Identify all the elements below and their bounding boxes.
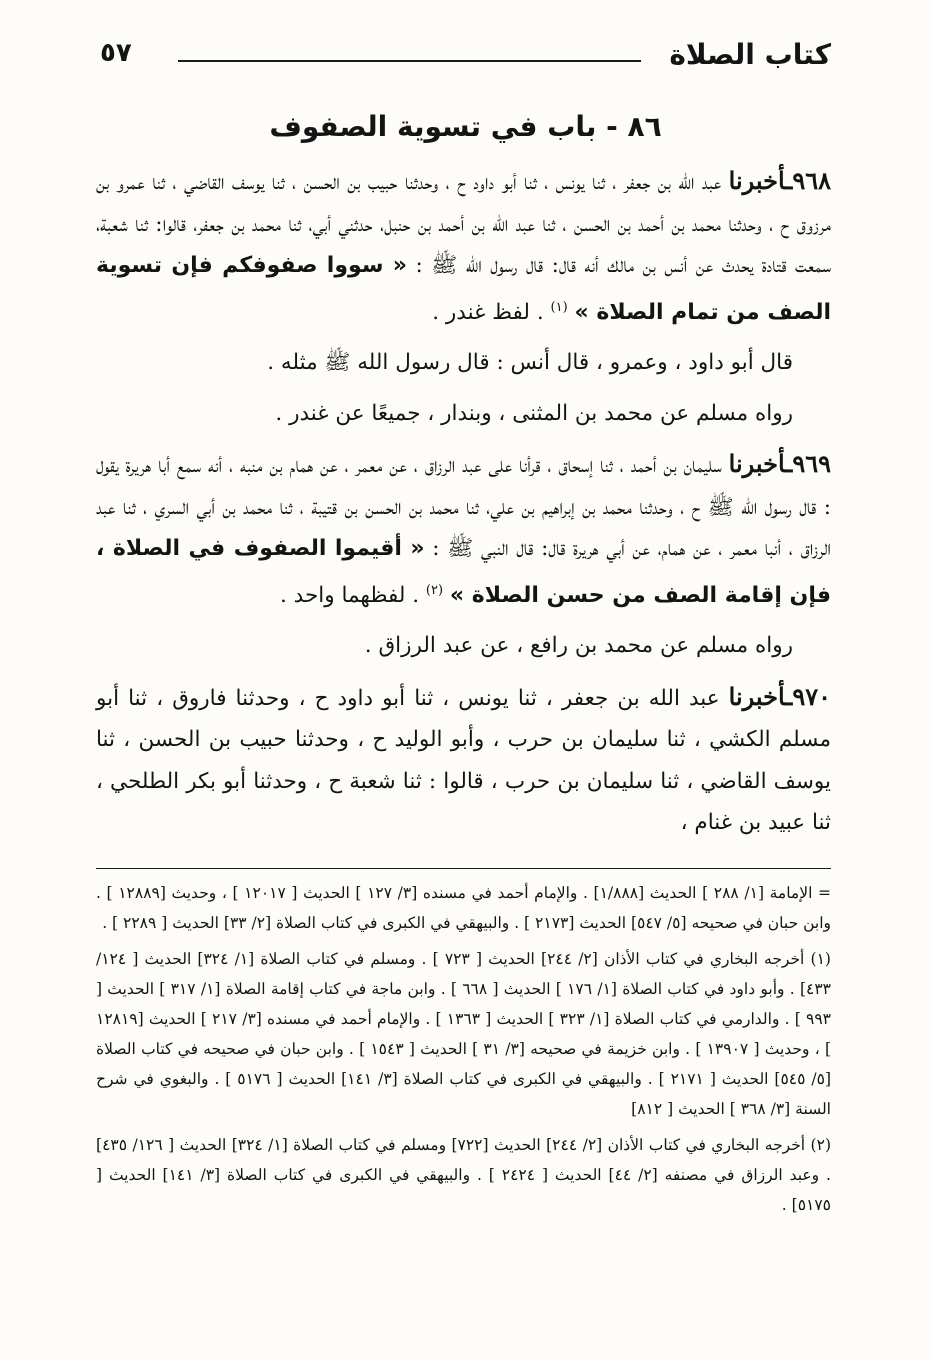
hadith-commentary: رواه مسلم عن محمد بن رافع ، عن عبد الرزاق . — [364, 633, 793, 659]
hadith-isnad: عبد الله بن جعفر ، ثنا يونس ، ثنا أبو داود ح ، وحدثنا فاروق ، ثنا أبو مسلم الكشي ، ثنا سليمان بن حرب ، وأبو الوليد ح ، وحدثنا حبيب بن الحسن ، ثنا يوسف القاضي ، ثنا سليمان بن حرب ، قالوا : ثنا شعبة ح ، وحدثنا أبو بكر الطلحي ، ثنا عبيد بن غنام ، — [96, 685, 831, 836]
page-number: ٥٧ — [100, 38, 132, 68]
footnote-text: أخرجه البخاري في كتاب الأذان [٢/ ٢٤٤] الحديث [ ٧٢٣ ] . ومسلم في كتاب الصلاة [١/ ٣٢٤] الحديث [ ١٢٤/ ٤٣٣] . وأبو داود في كتاب الصلاة [١/ ١٧٦ ] الحديث [ ٦٦٨ ] . وابن ماجة في كتاب إقامة الصلاة [١/ ٣١٧ ] الحديث [ ٩٩٣ ] . والدارمي في كتاب الصلاة [١/ ٣٢٣ ] الحديث [ ١٣٦٣ ] . والإمام أحمد في مسنده [٣/ ٢١٧ ] الحديث [١٢٨١٩ ] ، وحديث [ ١٣٩٠٧ ] . وابن خزيمة في صحيحه [٣/ ٣١ ] الحديث [ ١٥٤٣ ] . وابن حبان في صحيحه في كتاب الصلاة [٥/ ٥٤٥] الحديث [ ٢١٧١ ] . والبيهقي في الكبرى في كتاب الصلاة [٣/ ١٤١] الحديث [ ٥١٧٦ ] . والبغوي في شرح السنة [٣/ ٣٦٨ ] الحديث [ ٨١٢] — [96, 950, 831, 1118]
hadith-isnad: سليمان بن أحمد ، ثنا إسحاق ، قرأنا على عبد الرزاق ، عن معمر ، عن همام بن منبه ، أنه سمع أبا هريرة يقول : قال رسول الله ﷺ ح ، وحدثنا محمد بن إبراهيم بن علي، ثنا محمد بن الحسن بن قتيبة ، ثنا محمد بن أبي السري ، ثنا عبد الرزاق ، أنبا معمر ، عن همام، عن أبي هريرة قال: قال النبي ﷺ : — [96, 453, 831, 562]
footnote-text: أخرجه البخاري في كتاب الأذان [٢/ ٢٤٤] الحديث [٧٢٢] ومسلم في كتاب الصلاة [١/ ٣٢٤] الحديث [ ١٢٦/ ٤٣٥] . وعبد الرزاق في مصنفه [٢/ ٤٤] الحديث [ ٢٤٢٤ ] . والبيهقي في الكبرى في كتاب الصلاة [٣/ ١٤١] الحديث [ ٥١٧٥] . — [96, 1136, 831, 1214]
footnote-continuation: = الإمامة [١/ ٢٨٨ ] الحديث [١/٨٨٨] . والإمام أحمد في مسنده [٣/ ١٢٧ ] الحديث [ ١٢٠١٧ ] ، وحديث [١٢٨٨٩ ] . وابن حبان في صحيحه [٥/ ٥٤٧] الحديث [٢١٧٣ ] . والبيهقي في الكبرى في كتاب الصلاة [٢/ ٣٣] الحديث [ ٢٢٨٩ ] . — [96, 884, 831, 932]
hadith-970 — [96, 676, 831, 844]
hadith-commentary: رواه مسلم عن محمد بن المثنى ، وبندار ، جميعًا عن غندر . — [275, 400, 793, 426]
hadith-969 — [96, 443, 831, 616]
hadith-note: . لفظهما واحد . — [280, 582, 426, 608]
book-title: كتاب الصلاة — [669, 38, 831, 71]
footnote-2 — [96, 1130, 831, 1220]
footnote-mark: (١) — [550, 299, 568, 315]
header-rule — [178, 60, 641, 62]
hadith-968 — [96, 160, 831, 333]
hadith-quote: « سووا صفوفكم فإن تسوية الصف من تمام الصلاة » — [96, 253, 831, 325]
footnotes — [96, 878, 831, 1220]
hadith-note: . لفظ غندر . — [432, 299, 551, 325]
hadith-number: ٩٦٩ — [792, 449, 831, 479]
hadith-lead-word: ـأخبرنا — [728, 681, 793, 711]
hadith-commentary: قال أبو داود ، وعمرو ، قال أنس : قال رسول الله ﷺ مثله . — [267, 350, 793, 376]
running-header — [100, 38, 831, 78]
footnote-mark: (٢) — [425, 582, 444, 598]
hadith-quote: « أقيموا الصفوف في الصلاة ، فإن إقامة الصف من حسن الصلاة » — [96, 536, 831, 608]
footnote-number: (٢) — [810, 1136, 831, 1154]
hadith-number: ٩٧٠ — [792, 681, 831, 711]
hadith-lead-word: ـأخبرنا — [728, 166, 793, 195]
footnote-1 — [96, 944, 831, 1124]
main-text — [96, 160, 831, 844]
hadith-number: ٩٦٨ — [792, 166, 831, 195]
chapter-title: ٨٦ - باب في تسوية الصفوف — [269, 110, 662, 143]
footnote-separator — [96, 868, 831, 869]
hadith-lead-word: ـأخبرنا — [728, 449, 793, 479]
hadith-isnad: عبد الله بن جعفر ، ثنا يونس ، ثنا أبو داود ح ، وحدثنا حبيب بن الحسن ، ثنا يوسف القاضي ، ثنا عمرو بن مرزوق ح ، وحدثنا محمد بن أحمد بن الحسن ، ثنا عبد الله بن أحمد بن حنبل، حدثني أبي، ثنا محمد بن جعفر، قالوا: ثنا شعبة، سمعت قتادة يحدث عن أنس بن مالك أنه قال: قال رسول الله ﷺ : — [96, 170, 831, 278]
footnote-number: (١) — [810, 950, 831, 968]
